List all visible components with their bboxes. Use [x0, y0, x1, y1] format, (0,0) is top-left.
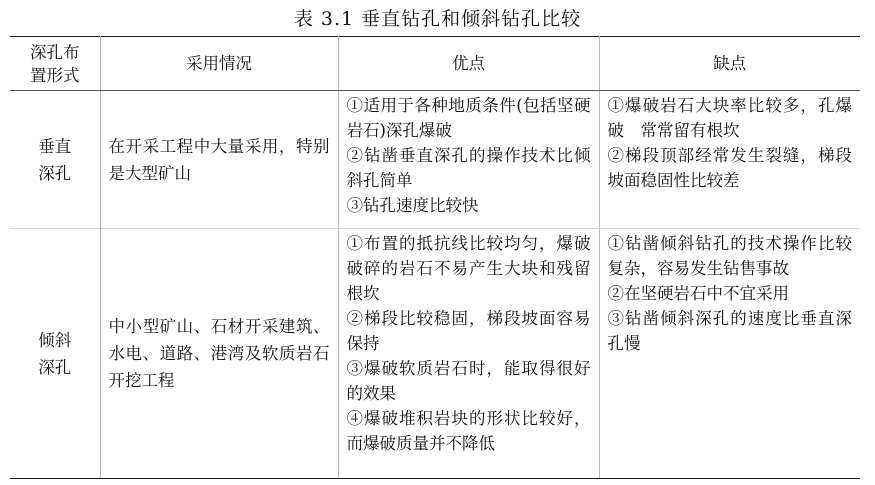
header-layout-type-line-1: 深孔布 — [30, 42, 80, 62]
disadvantage-item: ②在坚硬岩石中不宜采用 — [607, 284, 789, 303]
cell-advantages — [338, 91, 599, 229]
header-advantages: 优点 — [338, 37, 599, 91]
table-row-inclined-hole — [10, 229, 860, 479]
type-line-1: 垂直 — [38, 136, 72, 156]
advantage-item: ③钻孔速度比较快 — [346, 196, 479, 215]
table-caption: 表 3.1 垂直钻孔和倾斜钻孔比较 — [293, 8, 582, 30]
cell-usage: 中小型矿山、石材开采建筑、水电、道路、港湾及软质岩石开挖工程 — [100, 229, 338, 479]
cell-advantages — [338, 229, 599, 479]
advantage-item: ③爆破软质岩石时，能取得很好的效果 — [346, 359, 591, 403]
type-line-2: 深孔 — [38, 357, 72, 377]
comparison-table — [10, 36, 860, 479]
disadvantage-item: ①爆破岩石大块率比较多，孔爆破 常常留有根坎 — [607, 96, 852, 140]
advantage-item: ②梯段比较稳固，梯段坡面容易保持 — [346, 309, 591, 353]
disadvantage-item: ②梯段顶部经常发生裂缝，梯段坡面稳固性比较差 — [607, 146, 852, 190]
header-disadvantages: 缺点 — [599, 37, 860, 91]
header-layout-type-line-2: 置形式 — [30, 65, 80, 85]
advantage-item: ①布置的抵抗线比较均匀，爆破破碎的岩石不易产生大块和残留根坎 — [346, 234, 591, 303]
header-usage: 采用情况 — [100, 37, 338, 91]
cell-type — [10, 91, 100, 229]
disadvantage-item: ①钻凿倾斜钻孔的技术操作比较复杂，容易发生钻售事故 — [607, 234, 852, 278]
disadvantage-item: ③钻凿倾斜深孔的速度比垂直深孔慢 — [607, 309, 852, 353]
advantage-item: ④爆破堆积岩块的形状比较好，而爆破质量并不降低 — [346, 409, 591, 453]
cell-type — [10, 229, 100, 479]
type-line-1: 倾斜 — [38, 330, 72, 350]
type-line-2: 深孔 — [38, 163, 72, 183]
header-layout-type — [10, 37, 100, 91]
header-row — [10, 37, 860, 91]
cell-disadvantages — [599, 91, 860, 229]
advantage-item: ①适用于各种地质条件(包括坚硬岩石)深孔爆破 — [346, 96, 591, 140]
cell-usage: 在开采工程中大量采用，特别是大型矿山 — [100, 91, 338, 229]
cell-disadvantages — [599, 229, 860, 479]
advantage-item: ②钻凿垂直深孔的操作技术比倾斜孔简单 — [346, 146, 591, 190]
table-row-vertical-hole — [10, 91, 860, 229]
